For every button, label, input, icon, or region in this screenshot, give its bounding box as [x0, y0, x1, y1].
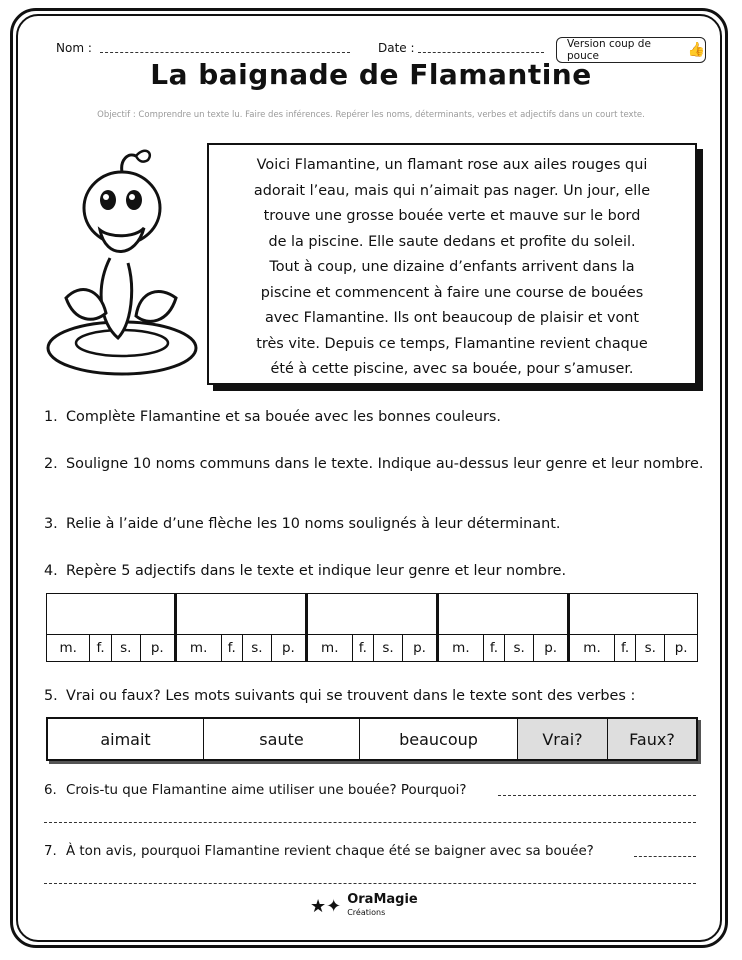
question-7: 7. À ton avis, pourquoi Flamantine revient chaque été se baigner avec sa bouée?: [44, 844, 594, 859]
option-s[interactable]: s.: [111, 635, 140, 662]
option-m[interactable]: m.: [306, 635, 352, 662]
brand-name: OraMagie: [347, 892, 418, 907]
name-row: [56, 41, 92, 55]
question-3: 3. Relie à l’aide d’une flèche les 10 noms soulignés à leur déterminant.: [44, 516, 561, 532]
page-title: La baignade de Flamantine: [150, 58, 592, 91]
question-4: 4. Repère 5 adjectifs dans le texte et indique leur genre et leur nombre.: [44, 563, 567, 579]
story-line: de la piscine. Elle saute dedans et profite du soleil.: [268, 233, 636, 250]
adjective-cell[interactable]: [438, 594, 569, 635]
adjective-cell[interactable]: [175, 594, 306, 635]
story-line: trouve une grosse bouée verte et mauve sur le bord: [263, 208, 641, 224]
option-s[interactable]: s.: [636, 635, 665, 662]
eye-right: [126, 190, 142, 210]
story-line: piscine et commencent à faire une course de bouées: [260, 284, 644, 301]
name-label: Nom :: [56, 41, 92, 55]
brand-logo: [310, 893, 418, 919]
adjective-answer-row: [47, 594, 698, 635]
option-f[interactable]: f.: [221, 635, 242, 662]
option-s[interactable]: s.: [505, 635, 534, 662]
answer-line-6a[interactable]: [498, 795, 696, 796]
option-m[interactable]: m.: [47, 635, 90, 662]
vf-true-choice[interactable]: Vrai?: [518, 719, 608, 759]
date-line[interactable]: [418, 52, 544, 53]
stars-icon: ★✦: [310, 895, 342, 917]
story-line: Tout à coup, une dizaine d’enfants arrivent dans la: [269, 259, 635, 275]
story-line: Voici Flamantine, un flamant rose aux ailes rouges qui: [256, 157, 648, 173]
answer-line-6b[interactable]: [44, 822, 696, 823]
story-box: [207, 143, 697, 385]
name-line[interactable]: [100, 52, 350, 53]
adjective-table: [46, 593, 698, 662]
story-line: été à cette piscine, avec sa bouée, pour s’amuser.: [270, 361, 634, 377]
option-f[interactable]: f.: [352, 635, 373, 662]
true-false-table: [46, 717, 698, 761]
vf-false-choice[interactable]: Faux?: [608, 719, 696, 759]
adjective-cell[interactable]: [569, 594, 698, 635]
adjective-cell[interactable]: [306, 594, 437, 635]
answer-line-7b[interactable]: [44, 883, 696, 884]
story-line: avec Flamantine. Ils ont beaucoup de plaisir et vont: [264, 310, 640, 326]
question-1: 1. Complète Flamantine et sa bouée avec les bonnes couleurs.: [44, 409, 501, 425]
vf-word-saute: saute: [204, 719, 360, 759]
option-f[interactable]: f.: [614, 635, 635, 662]
option-f[interactable]: f.: [90, 635, 111, 662]
wing-right: [136, 292, 176, 322]
option-p[interactable]: p.: [403, 635, 438, 662]
story-line: adorait l’eau, mais qui n’aimait pas nager. Un jour, elle: [253, 182, 651, 199]
option-s[interactable]: s.: [374, 635, 403, 662]
question-6: 6. Crois-tu que Flamantine aime utiliser une bouée? Pourquoi?: [44, 783, 467, 798]
date-row: [378, 41, 415, 55]
question-2: 2. Souligne 10 noms communs dans le texte. Indique au-dessus leur genre et leur nombre.: [44, 456, 704, 472]
objective: Objectif : Comprendre un texte lu. Faire des inférences. Repérer les noms, déterminants, verbes et adjectifs dans un court texte.: [97, 110, 645, 120]
option-s[interactable]: s.: [242, 635, 271, 662]
option-m[interactable]: m.: [569, 635, 615, 662]
vf-word-aimait: aimait: [48, 719, 204, 759]
brand-sub: Créations: [347, 908, 386, 917]
story-line: très vite. Depuis ce temps, Flamantine revient chaque: [256, 335, 648, 352]
option-m[interactable]: m.: [438, 635, 484, 662]
option-p[interactable]: p.: [665, 635, 698, 662]
vf-word-beaucoup: beaucoup: [360, 719, 518, 759]
thumbs-up-icon: 👍: [687, 42, 705, 58]
adjective-cell[interactable]: [47, 594, 176, 635]
flamingo-illustration: [40, 138, 200, 388]
badge-label: Version coup de pouce: [567, 38, 651, 62]
option-p[interactable]: p.: [271, 635, 306, 662]
option-f[interactable]: f.: [483, 635, 504, 662]
eye-left: [100, 190, 116, 210]
head-sprout: [122, 155, 136, 172]
date-label: Date :: [378, 41, 415, 55]
gender-number-row: [47, 635, 698, 662]
answer-line-7a[interactable]: [634, 856, 696, 857]
option-m[interactable]: m.: [175, 635, 221, 662]
flamingo-head: [84, 172, 160, 244]
question-5: 5. Vrai ou faux? Les mots suivants qui se trouvent dans le texte sont des verbes :: [44, 688, 636, 704]
option-p[interactable]: p.: [140, 635, 175, 662]
option-p[interactable]: p.: [534, 635, 569, 662]
